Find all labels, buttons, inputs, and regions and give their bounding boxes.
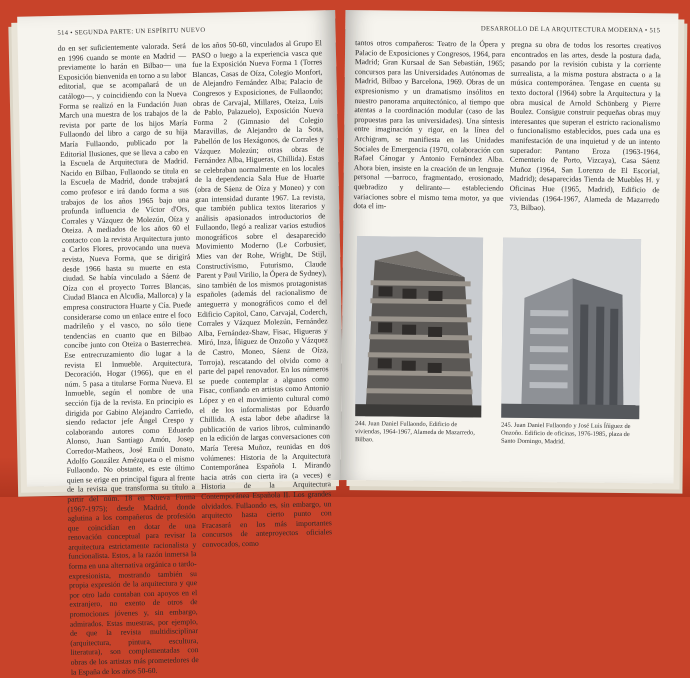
caption-figure-244: 244. Juan Daniel Fullaondo, Edificio de viviendas, 1964-1967, Alameda de Mazarredo, Bilbao. — [354, 420, 475, 444]
right-col2-text: pregna su obra de todos los resortes creativos encontrados en las artes, desde la postura dada, pasando por la revisión cubista y la corriente surrealista, a la misma postura abstracta o a la música contemporánea. Tengase en cuenta su texto doctoral (1964) sobre la Arquitectura y la obra musical de Arnold Schönberg y Pierre Boulez. Consigue construir pequeñas obras muy interesantes que superan el estricto racionalismo o funcionalismo establecidos, pues cada una es manifestación de una inquietud y de un intento superador: Pantano Eroza (1963-1964, Cementerio de Porto, Vizcaya), Casa Sáenz Muñoz (1964, San Lorenzo de El Escorial, Madrid); desaparecidas Tienda de Muebles H. y Oficinas Hue (1965, Madrid), Edificio de viviendas (1964-1967, Alameda de Mazarredo 73, Bilbao). — [509, 39, 662, 213]
right-col1-text: tantos otros compañeros: Teatro de la Ópera y Palacio de Exposiciones y Congresos, 1964, para Madrid; Gran Kursaal de San Sebastián, 1965; concursos para las Universidades Autónomas de Madrid, Bilbao y Barcelona, 1969. Obras de un expresionismo y un dramatismo insólitos en nuestro panorama arquitectónico, al tiempo que atentas a la coordinación modular (caso de las propuestas para las universidades). Una síntesis entre imaginación y rigor, en la línea del Archigram, se manifiesta en las Unidades Sociales de Emergencia (1970, colaboración con Rafael Cánogar y Antonio Fernández Alba. Ahora bien, insiste en la creación de un lenguaje personal —barroco, fragmentado, erosionado, quebradizo y delirante— estableciendo variaciones sobre el mismo tema motor, ya que dota el im- — [353, 38, 506, 211]
left-col2-text: de los años 50-60, vinculados al Grupo El PASO o luego a la experiencia vasca que fue la Exposición Nueva Forma 1 (Torres Blancas, Casas de Oíza, Colegio Monfort, de Alejandro Fernández Alba; Palacio de Congresos y Exposiciones, de Fullaondo; obras de Carvajal, Millares, Oteiza, Luis de Pablo, Palazuelo), Exposición Nueva Forma 2 (Gimnasio del Colegio Maravillas, de Alejandro de la Sota, Pabellón de los Hexágonos, de Corrales y Vázquez Molezún; otras obras de Fernández Alba, Higueras, Chillida). Estas se celebraban normalmente en los locales de la dependencia Sala Hue de Huarte (obra de Sáenz de Oíza y Moneo) y con gran intensidad durante 1967. La revista, que también publica textos literarios y análisis apasionados introductorios de Fullaondo, llegó a realizar varios estudios monográficos sobre el desaparecido Movimiento Moderno (Le Corbusier, Mies van der Rohe, Wright, De Stijl, Constructivismo, Futurismo, Claude Parent y Paul Virilio, la Ópera de Sydney), sino también de los mismos protagonistas españoles (además del racionalismo de anteguerra y monográficos como el del Edificio Capitol, Cano, Carvajal, Coderch, Corrales y Vázquez Molezún, Fernández Alba, Fernández-Shaw, Fisac, Higueras y Miró, Inza, Íñiguez de Onzoño y Vázquez de Castro, Moneo, Sáenz de Oíza, Torroja), rescatando del olvido como a parte del papel renovador. En los números se puede contemplar a algunos como Fisac, confiando en artistas como Antonio López y en el movimiento cultural como el de los informalistas por Eduardo Chillida. A esta labor debe añadirse la publicación de varios libros, culminando en la edición de largas conversaciones con María Teresa Muñoz, reunidas en dos volúmenes: Historia de la Arquitectura Contemporánea Española I. Mirando hacia atrás con cierta ira (a veces) e Historia de la Arquitectura Contemporánea Española II. Los grandes olvidados. Fullaondo es, sin embargo, un arquitecto hasta cierto punto con Fracasará en los más importantes concursos de anteproyectos oficiales convocados, como — [191, 38, 333, 549]
right-column-2 — [509, 40, 661, 232]
right-running-header: DESARROLLO DE LA ARQUITECTURA MODERNA • 515 — [480, 25, 661, 35]
left-running-header: 514 • SEGUNDA PARTE: UN ESPÍRITU NUEVO — [57, 26, 206, 37]
right-page — [341, 10, 679, 483]
left-col1-text: do en ser suficientemente valorada. Será en 1996 cuando se monte en Madrid —previamente lo harán en Bilbao— una Exposición bienvenida en torno a su labor editorial, que se acompañará de un catálogo—, y coincidiendo con la Nueva Forma se realizó en la Fundación Juan March una muestra de los trabajos de la revista por parte de los hijos María Fullaondo del libro a cargo de su hija María Fullaondo, publicado por la Editorial Ilusiones, que se lleva a cabo en la Escuela de Arquitectura de Madrid. Nacido en Bilbao, Fullaondo se titula en la Escuela de Madrid, donde trabajará como profesor e irá dando forma a sus trabajos de los años 1965 bajo una profunda influencia de Víctor d'Ors, Corrales y Vázquez de Molezún, Oíza y Oteiza. A mediados de los años 60 el contacto con la revista Arquitectura junto a Carlos Flores, provocando una nueva revista, Nueva Forma, que se dirigirá desde 1966 hasta su muerte en esta ciudad. Se había vinculado a Sáenz de Oíza con el proyecto Torres Blancas, Ciudad Blanca en Alcudia, Mallorca) y la empresa constructora Huarte y Cía. Puede considerarse como un enlace entre el foco madrileño y el vasco, no sólo tiene tendencias en cuanto que en Bilbao concibe junto con Oteiza o Basterrechea. Ese entrecruzamiento dio lugar a la revista El Inmueble. Arquitectura, Decoración, Hogar (1966), que en el núm. 5 pasa a titularse Forma Nueva. El Inmueble, según el nombre de una sección fija de la revista. En principio es dirigida por Gabino Alejandro Carriedo, siendo redactor jefe Ángel Crespo y colaborando autores como Eduardo Alonso, Juan Santiago Amón, Josep Corredor-Matheos, José Emili Donato, Adolfo González Amézqueta o el mismo Fullaondo. No obstante, es este último quien se erige en principal figura al frente de la revista que transforma su título a partir del núm. 18 en Nueva Forma (1967-1975); desde Madrid, donde aglutina a los compañeros de profesión que coincidían en dotar de una renovación conceptual para revisar la arquitectura estrictamente racionalista y funcionalista. Estos, a la razón inmersa la forma en una alternativa orgánica o tardo-expresionista, mostrando también su propia expresión de la arquitectura y que por otro lado contaban con apoyos en el extranjero, no exento de otros de promociones jóvenes y, sin embargo, admirados. Estas muestras, por ejemplo, de que la revista multidisciplinar (arquitectura, pintura, escultura, literatura), son complementadas con obras de los artistas más prometedores de la España de los años 50-60. — [57, 41, 199, 677]
caption-figure-245: 245. Juan Daniel Fullaondo y José Luis Íñiguez de Onzoño. Edificio de oficinas, 1976-1985, plaza de Santo Domingo, Madrid. — [500, 421, 631, 446]
left-column-2 — [191, 38, 333, 549]
residential-building-illustration — [355, 236, 483, 417]
photo-office-building — [501, 238, 641, 419]
office-building-illustration — [501, 238, 641, 419]
right-column-1 — [353, 38, 505, 230]
left-page — [17, 10, 345, 677]
photo-residential-building — [355, 236, 483, 417]
left-column-1 — [57, 41, 199, 677]
